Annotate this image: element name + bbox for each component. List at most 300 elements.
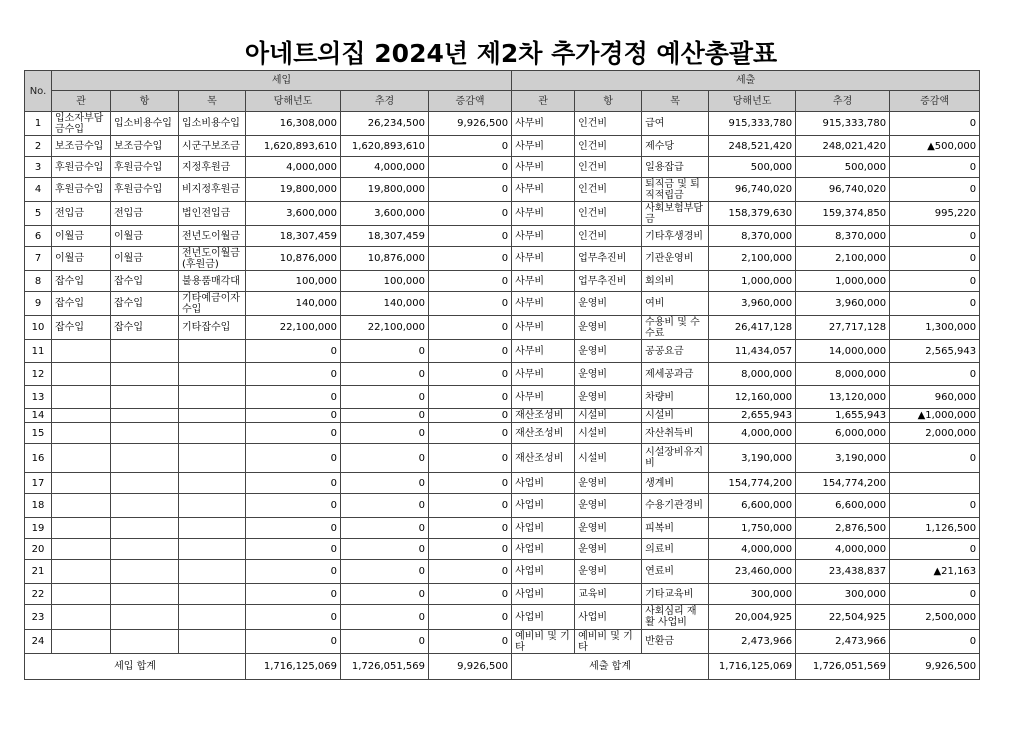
income-prev-cell: 0 (246, 518, 341, 539)
expense-prev-cell: 154,774,200 (709, 473, 796, 494)
income-mok-cell: 법인전입금 (179, 202, 246, 226)
row-no-cell: 12 (25, 363, 52, 386)
expense-total-label: 세출 합계 (512, 654, 709, 680)
income-mok-cell: 비지정후원금 (179, 178, 246, 202)
expense-hang-cell: 운영비 (575, 560, 642, 584)
row-no-cell: 4 (25, 178, 52, 202)
expense-gwan-cell: 사무비 (512, 112, 575, 136)
income-diff-cell: 0 (429, 518, 512, 539)
expense-diff-cell: 0 (890, 112, 980, 136)
expense-revised-cell: 2,876,500 (796, 518, 890, 539)
income-mok-cell: 기타예금이자수입 (179, 292, 246, 316)
row-no-cell: 19 (25, 518, 52, 539)
income-mok-cell (179, 630, 246, 654)
expense-hang-cell: 인건비 (575, 226, 642, 247)
table-row (25, 473, 980, 494)
expense-revised-cell: 6,000,000 (796, 423, 890, 444)
income-hang-cell (111, 363, 179, 386)
expense-total-diff: 9,926,500 (890, 654, 980, 680)
expense-diff-cell: 2,000,000 (890, 423, 980, 444)
income-prev-cell: 19,800,000 (246, 178, 341, 202)
expense-mok-cell: 사회보험부담금 (642, 202, 709, 226)
expense-hang-cell: 운영비 (575, 292, 642, 316)
expense-hang-cell: 운영비 (575, 363, 642, 386)
table-row (25, 494, 980, 518)
income-gwan-cell (52, 630, 111, 654)
expense-prev-cell: 8,000,000 (709, 363, 796, 386)
expense-prev-cell: 2,100,000 (709, 247, 796, 271)
expense-mok-cell: 급여 (642, 112, 709, 136)
expense-prev-cell: 3,190,000 (709, 444, 796, 473)
table-row (25, 423, 980, 444)
expense-gwan-cell: 사무비 (512, 386, 575, 409)
income-mok-cell (179, 518, 246, 539)
income-prev-cell: 1,620,893,610 (246, 136, 341, 157)
table-row (25, 247, 980, 271)
expense-diff-cell: 995,220 (890, 202, 980, 226)
income-mok-cell: 불용품매각대 (179, 271, 246, 292)
income-gwan-cell: 보조금수입 (52, 136, 111, 157)
expense-revised-cell: 2,473,966 (796, 630, 890, 654)
income-mok-cell (179, 409, 246, 423)
income-hang-cell (111, 473, 179, 494)
income-mok-header: 목 (179, 91, 246, 112)
income-gwan-cell (52, 560, 111, 584)
income-diff-cell: 0 (429, 340, 512, 363)
expense-diff-cell: 1,300,000 (890, 316, 980, 340)
expense-diff-cell: 0 (890, 292, 980, 316)
income-revised-cell: 0 (341, 409, 429, 423)
table-row (25, 178, 980, 202)
table-row (25, 136, 980, 157)
expense-prev-cell: 8,370,000 (709, 226, 796, 247)
income-prev-cell: 0 (246, 386, 341, 409)
totals-row (25, 654, 980, 680)
expense-prev-cell: 11,434,057 (709, 340, 796, 363)
row-no-cell: 9 (25, 292, 52, 316)
income-prev-cell: 100,000 (246, 271, 341, 292)
expense-mok-cell: 연료비 (642, 560, 709, 584)
income-gwan-cell: 후원금수입 (52, 178, 111, 202)
income-mok-cell: 입소비용수입 (179, 112, 246, 136)
expense-mok-cell: 회의비 (642, 271, 709, 292)
table-row (25, 518, 980, 539)
expense-mok-cell: 시설비 (642, 409, 709, 423)
expense-diff-cell (890, 473, 980, 494)
expense-prev-cell: 4,000,000 (709, 539, 796, 560)
expense-hang-cell: 시설비 (575, 409, 642, 423)
income-gwan-cell: 잡수입 (52, 292, 111, 316)
expense-gwan-cell: 사무비 (512, 202, 575, 226)
income-diff-cell: 0 (429, 473, 512, 494)
expense-revised-cell: 154,774,200 (796, 473, 890, 494)
expense-revised-cell: 2,100,000 (796, 247, 890, 271)
income-hang-cell: 잡수입 (111, 316, 179, 340)
income-diff-cell: 0 (429, 386, 512, 409)
expense-revised-cell: 300,000 (796, 584, 890, 605)
income-mok-cell: 지정후원금 (179, 157, 246, 178)
expense-diff-header: 증감액 (890, 91, 980, 112)
expense-revised-cell: 500,000 (796, 157, 890, 178)
income-diff-cell: 0 (429, 292, 512, 316)
expense-prev-cell: 915,333,780 (709, 112, 796, 136)
table-row (25, 226, 980, 247)
income-prev-header: 당해년도 (246, 91, 341, 112)
income-revised-cell: 0 (341, 340, 429, 363)
expense-diff-cell: 0 (890, 494, 980, 518)
income-revised-cell: 22,100,000 (341, 316, 429, 340)
income-hang-cell: 전입금 (111, 202, 179, 226)
expense-gwan-cell: 사무비 (512, 292, 575, 316)
income-diff-cell: 0 (429, 630, 512, 654)
expense-hang-cell: 인건비 (575, 136, 642, 157)
income-gwan-cell (52, 386, 111, 409)
income-gwan-cell: 이월금 (52, 226, 111, 247)
expense-revised-cell: 27,717,128 (796, 316, 890, 340)
expense-diff-cell: 0 (890, 584, 980, 605)
expense-prev-cell: 300,000 (709, 584, 796, 605)
expense-diff-cell: 2,565,943 (890, 340, 980, 363)
expense-diff-cell: ▲21,163 (890, 560, 980, 584)
income-diff-cell: 0 (429, 271, 512, 292)
expense-diff-cell: 0 (890, 271, 980, 292)
income-diff-cell: 0 (429, 560, 512, 584)
income-hang-cell (111, 340, 179, 363)
income-diff-cell: 0 (429, 584, 512, 605)
table-row (25, 340, 980, 363)
expense-prev-cell: 96,740,020 (709, 178, 796, 202)
income-hang-cell: 후원금수입 (111, 157, 179, 178)
income-diff-cell: 0 (429, 444, 512, 473)
expense-prev-cell: 2,473,966 (709, 630, 796, 654)
income-gwan-cell (52, 409, 111, 423)
expense-diff-cell: ▲1,000,000 (890, 409, 980, 423)
expense-mok-cell: 시설장비유지비 (642, 444, 709, 473)
income-prev-cell: 0 (246, 423, 341, 444)
expense-prev-cell: 2,655,943 (709, 409, 796, 423)
expense-hang-cell: 업무추진비 (575, 271, 642, 292)
expense-mok-cell: 제수당 (642, 136, 709, 157)
expense-mok-cell: 일용잡급 (642, 157, 709, 178)
income-diff-cell: 0 (429, 316, 512, 340)
income-gwan-cell: 입소자부담금수입 (52, 112, 111, 136)
expense-gwan-cell: 사무비 (512, 316, 575, 340)
expense-hang-header: 항 (575, 91, 642, 112)
income-hang-cell (111, 444, 179, 473)
table-row (25, 605, 980, 630)
expense-mok-cell: 차량비 (642, 386, 709, 409)
income-hang-cell (111, 423, 179, 444)
income-hang-cell (111, 605, 179, 630)
expense-mok-cell: 반환금 (642, 630, 709, 654)
income-hang-cell (111, 560, 179, 584)
income-gwan-cell (52, 473, 111, 494)
income-prev-cell: 4,000,000 (246, 157, 341, 178)
income-gwan-cell (52, 423, 111, 444)
income-revised-cell: 4,000,000 (341, 157, 429, 178)
income-hang-cell: 이월금 (111, 247, 179, 271)
expense-revised-header: 추경 (796, 91, 890, 112)
income-mok-cell (179, 444, 246, 473)
expense-revised-cell: 14,000,000 (796, 340, 890, 363)
row-no-cell: 20 (25, 539, 52, 560)
income-diff-cell: 0 (429, 226, 512, 247)
income-mok-cell (179, 494, 246, 518)
expense-prev-cell: 1,750,000 (709, 518, 796, 539)
income-revised-cell: 0 (341, 494, 429, 518)
row-no-cell: 1 (25, 112, 52, 136)
row-no-cell: 13 (25, 386, 52, 409)
expense-gwan-cell: 사무비 (512, 247, 575, 271)
income-mok-cell (179, 560, 246, 584)
income-gwan-cell: 잡수입 (52, 316, 111, 340)
income-prev-cell: 0 (246, 340, 341, 363)
income-diff-cell: 0 (429, 363, 512, 386)
expense-prev-cell: 158,379,630 (709, 202, 796, 226)
income-diff-cell: 0 (429, 494, 512, 518)
income-prev-cell: 0 (246, 584, 341, 605)
row-no-cell: 24 (25, 630, 52, 654)
income-mok-cell: 기타잡수입 (179, 316, 246, 340)
expense-revised-cell: 13,120,000 (796, 386, 890, 409)
income-gwan-cell (52, 584, 111, 605)
income-revised-cell: 0 (341, 539, 429, 560)
expense-diff-cell: 960,000 (890, 386, 980, 409)
expense-revised-cell: 22,504,925 (796, 605, 890, 630)
income-gwan-cell: 전입금 (52, 202, 111, 226)
expense-mok-header: 목 (642, 91, 709, 112)
expense-hang-cell: 인건비 (575, 157, 642, 178)
expense-hang-cell: 시설비 (575, 444, 642, 473)
income-revised-cell: 3,600,000 (341, 202, 429, 226)
expense-hang-cell: 시설비 (575, 423, 642, 444)
income-mok-cell: 전년도이월금(후원금) (179, 247, 246, 271)
income-mok-cell (179, 539, 246, 560)
row-no-cell: 16 (25, 444, 52, 473)
income-revised-cell: 100,000 (341, 271, 429, 292)
income-gwan-header: 관 (52, 91, 111, 112)
expense-prev-cell: 20,004,925 (709, 605, 796, 630)
table-row (25, 539, 980, 560)
expense-hang-cell: 사업비 (575, 605, 642, 630)
expense-hang-cell: 운영비 (575, 539, 642, 560)
income-hang-cell (111, 386, 179, 409)
expense-mok-cell: 기타후생경비 (642, 226, 709, 247)
income-revised-cell: 0 (341, 444, 429, 473)
expense-gwan-cell: 예비비 및 기타 (512, 630, 575, 654)
row-no-cell: 22 (25, 584, 52, 605)
row-no-cell: 18 (25, 494, 52, 518)
income-header: 세입 (52, 71, 512, 91)
income-gwan-cell (52, 444, 111, 473)
expense-mok-cell: 생계비 (642, 473, 709, 494)
expense-mok-cell: 사회심리 재활 사업비 (642, 605, 709, 630)
income-diff-cell: 0 (429, 202, 512, 226)
expense-diff-cell: ▲500,000 (890, 136, 980, 157)
col-no-header: No. (25, 71, 52, 112)
expense-diff-cell: 1,126,500 (890, 518, 980, 539)
income-hang-cell: 잡수입 (111, 292, 179, 316)
income-prev-cell: 140,000 (246, 292, 341, 316)
expense-gwan-cell: 사무비 (512, 271, 575, 292)
expense-mok-cell: 기관운영비 (642, 247, 709, 271)
table-row (25, 409, 980, 423)
expense-total-revised: 1,726,051,569 (796, 654, 890, 680)
expense-mok-cell: 퇴직금 및 퇴직적립금 (642, 178, 709, 202)
income-prev-cell: 0 (246, 363, 341, 386)
income-prev-cell: 16,308,000 (246, 112, 341, 136)
income-mok-cell: 전년도이월금 (179, 226, 246, 247)
expense-gwan-cell: 사무비 (512, 340, 575, 363)
expense-gwan-cell: 사무비 (512, 363, 575, 386)
row-no-cell: 23 (25, 605, 52, 630)
expense-gwan-cell: 사무비 (512, 178, 575, 202)
budget-table (24, 70, 980, 680)
income-hang-cell: 이월금 (111, 226, 179, 247)
income-revised-header: 추경 (341, 91, 429, 112)
row-no-cell: 3 (25, 157, 52, 178)
expense-diff-cell: 2,500,000 (890, 605, 980, 630)
table-row (25, 271, 980, 292)
income-revised-cell: 18,307,459 (341, 226, 429, 247)
income-revised-cell: 1,620,893,610 (341, 136, 429, 157)
income-prev-cell: 22,100,000 (246, 316, 341, 340)
income-mok-cell (179, 473, 246, 494)
expense-revised-cell: 96,740,020 (796, 178, 890, 202)
expense-hang-cell: 운영비 (575, 473, 642, 494)
income-mok-cell (179, 386, 246, 409)
income-gwan-cell (52, 539, 111, 560)
page-title: 아네트의집 2024년 제2차 추가경정 예산총괄표 (244, 39, 778, 68)
expense-prev-cell: 1,000,000 (709, 271, 796, 292)
income-total-prev: 1,716,125,069 (246, 654, 341, 680)
income-hang-cell (111, 518, 179, 539)
income-diff-cell: 0 (429, 539, 512, 560)
income-mok-cell (179, 363, 246, 386)
income-diff-cell: 0 (429, 136, 512, 157)
expense-diff-cell: 0 (890, 363, 980, 386)
income-hang-cell (111, 539, 179, 560)
expense-gwan-cell: 사업비 (512, 473, 575, 494)
income-prev-cell: 0 (246, 605, 341, 630)
expense-prev-cell: 248,521,420 (709, 136, 796, 157)
income-total-label: 세입 합계 (25, 654, 246, 680)
income-hang-header: 항 (111, 91, 179, 112)
income-gwan-cell (52, 605, 111, 630)
row-no-cell: 5 (25, 202, 52, 226)
expense-gwan-cell: 재산조성비 (512, 444, 575, 473)
income-revised-cell: 0 (341, 630, 429, 654)
expense-revised-cell: 8,000,000 (796, 363, 890, 386)
income-diff-header: 증감액 (429, 91, 512, 112)
income-diff-cell: 0 (429, 157, 512, 178)
expense-hang-cell: 운영비 (575, 386, 642, 409)
expense-diff-cell: 0 (890, 444, 980, 473)
expense-mok-cell: 의료비 (642, 539, 709, 560)
expense-revised-cell: 159,374,850 (796, 202, 890, 226)
table-row (25, 112, 980, 136)
table-row (25, 363, 980, 386)
expense-hang-cell: 교육비 (575, 584, 642, 605)
income-prev-cell: 0 (246, 630, 341, 654)
income-gwan-cell (52, 363, 111, 386)
income-gwan-cell (52, 494, 111, 518)
expense-gwan-cell: 사무비 (512, 136, 575, 157)
income-revised-cell: 0 (341, 605, 429, 630)
income-diff-cell: 0 (429, 409, 512, 423)
income-revised-cell: 0 (341, 423, 429, 444)
expense-gwan-cell: 재산조성비 (512, 423, 575, 444)
income-revised-cell: 0 (341, 386, 429, 409)
expense-mok-cell: 기타교육비 (642, 584, 709, 605)
income-diff-cell: 9,926,500 (429, 112, 512, 136)
expense-gwan-cell: 사업비 (512, 494, 575, 518)
income-total-revised: 1,726,051,569 (341, 654, 429, 680)
expense-diff-cell: 0 (890, 157, 980, 178)
income-hang-cell: 후원금수입 (111, 178, 179, 202)
expense-prev-cell: 23,460,000 (709, 560, 796, 584)
expense-prev-cell: 4,000,000 (709, 423, 796, 444)
income-revised-cell: 0 (341, 560, 429, 584)
income-hang-cell: 보조금수입 (111, 136, 179, 157)
income-prev-cell: 0 (246, 539, 341, 560)
expense-revised-cell: 1,655,943 (796, 409, 890, 423)
expense-mok-cell: 수용비 및 수수료 (642, 316, 709, 340)
expense-revised-cell: 1,000,000 (796, 271, 890, 292)
income-revised-cell: 0 (341, 473, 429, 494)
expense-hang-cell: 업무추진비 (575, 247, 642, 271)
expense-mok-cell: 제세공과금 (642, 363, 709, 386)
row-no-cell: 15 (25, 423, 52, 444)
expense-gwan-cell: 재산조성비 (512, 409, 575, 423)
income-mok-cell: 시군구보조금 (179, 136, 246, 157)
row-no-cell: 17 (25, 473, 52, 494)
expense-hang-cell: 인건비 (575, 178, 642, 202)
income-mok-cell (179, 340, 246, 363)
income-gwan-cell (52, 518, 111, 539)
table-row (25, 157, 980, 178)
row-no-cell: 7 (25, 247, 52, 271)
income-mok-cell (179, 584, 246, 605)
income-prev-cell: 0 (246, 494, 341, 518)
income-gwan-cell: 잡수입 (52, 271, 111, 292)
row-no-cell: 2 (25, 136, 52, 157)
expense-hang-cell: 인건비 (575, 112, 642, 136)
expense-revised-cell: 4,000,000 (796, 539, 890, 560)
expense-hang-cell: 운영비 (575, 316, 642, 340)
table-row (25, 630, 980, 654)
row-no-cell: 8 (25, 271, 52, 292)
expense-revised-cell: 3,190,000 (796, 444, 890, 473)
income-prev-cell: 0 (246, 560, 341, 584)
expense-mok-cell: 여비 (642, 292, 709, 316)
expense-mok-cell: 공공요금 (642, 340, 709, 363)
expense-gwan-header: 관 (512, 91, 575, 112)
table-row (25, 202, 980, 226)
income-prev-cell: 10,876,000 (246, 247, 341, 271)
income-revised-cell: 10,876,000 (341, 247, 429, 271)
row-no-cell: 14 (25, 409, 52, 423)
income-hang-cell (111, 630, 179, 654)
income-diff-cell: 0 (429, 423, 512, 444)
expense-gwan-cell: 사업비 (512, 539, 575, 560)
income-mok-cell (179, 605, 246, 630)
expense-gwan-cell: 사업비 (512, 605, 575, 630)
income-hang-cell: 입소비용수입 (111, 112, 179, 136)
expense-header: 세출 (512, 71, 980, 91)
income-revised-cell: 140,000 (341, 292, 429, 316)
income-revised-cell: 0 (341, 518, 429, 539)
